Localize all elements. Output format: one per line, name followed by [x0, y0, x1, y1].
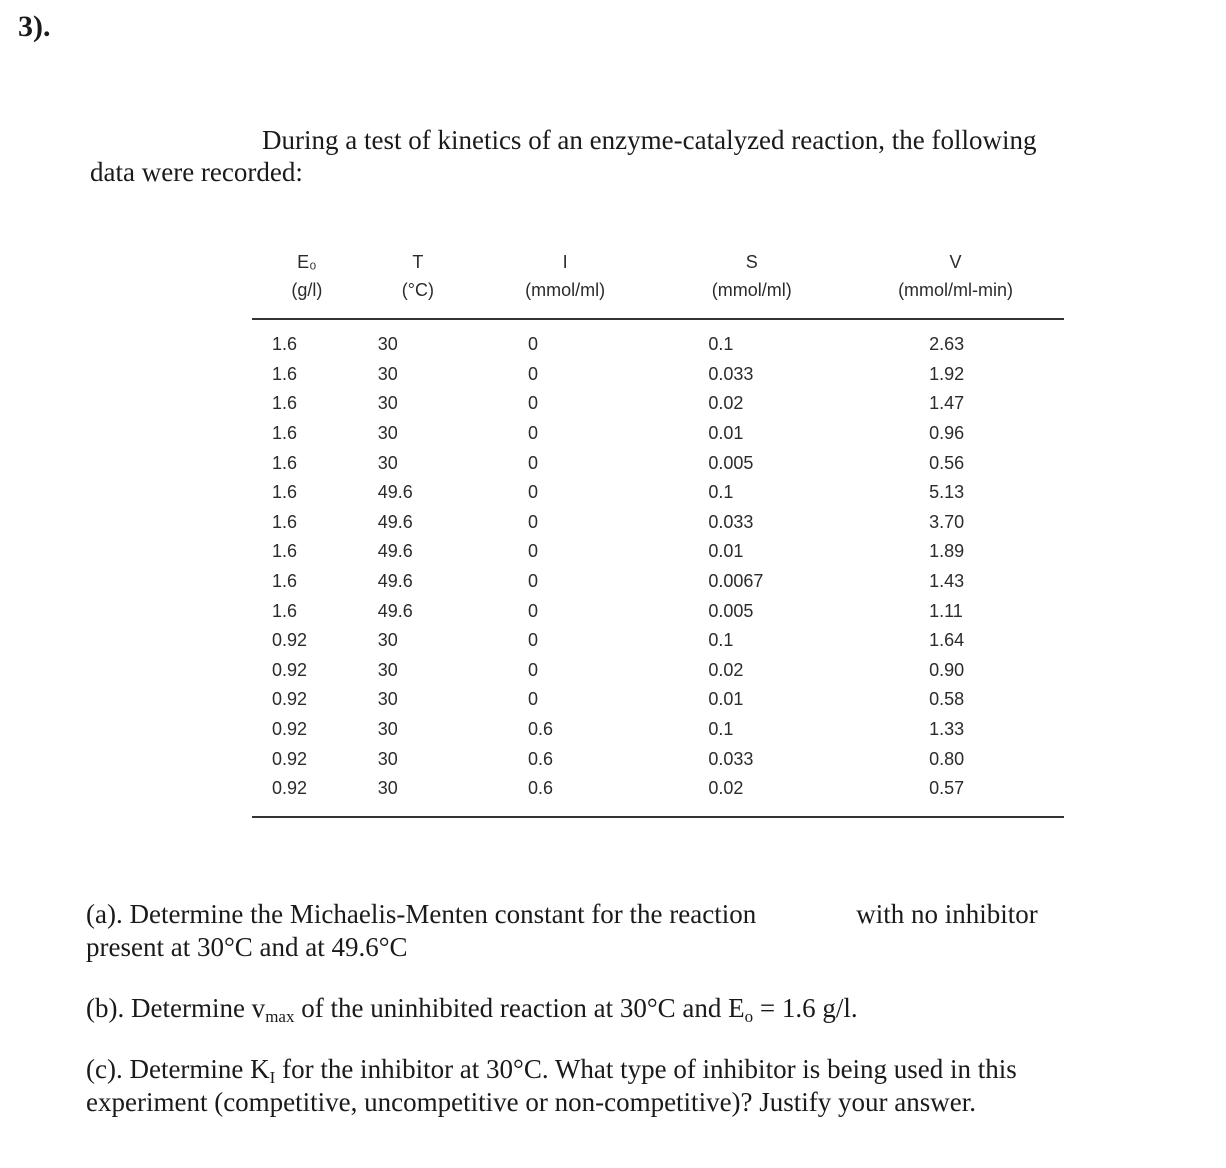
cell-i: 0	[527, 511, 538, 532]
cell-e0: 0.92	[272, 689, 308, 710]
question-c	[86, 1053, 1176, 1119]
header-s-symbol: S	[745, 252, 758, 272]
kinetics-data-table	[252, 248, 1064, 818]
question-b	[86, 992, 1176, 1025]
table-row	[252, 508, 1064, 538]
problem-number: 3).	[18, 10, 51, 43]
cell-i: 0	[527, 630, 538, 651]
cell-t: 30	[377, 719, 398, 740]
question-b-pre: (b). Determine v	[86, 993, 266, 1023]
question-c-line2: experiment (competitive, uncompetitive or non-competitive)? Justify your answer.	[86, 1087, 976, 1117]
table-row	[252, 448, 1064, 478]
cell-i: 0	[527, 571, 538, 592]
cell-t: 30	[377, 393, 398, 414]
cell-i: 0	[527, 363, 538, 384]
question-c-sub: I	[269, 1068, 276, 1087]
table-row	[252, 478, 1064, 508]
cell-s: 0.033	[708, 511, 754, 532]
cell-e0: 1.6	[272, 452, 298, 473]
table-row	[252, 567, 1064, 597]
cell-e0: 1.6	[272, 334, 298, 355]
cell-e0: 1.6	[272, 363, 298, 384]
cell-i: 0.6	[474, 774, 656, 817]
cell-t: 30	[377, 363, 398, 384]
cell-t: 49.6	[377, 511, 413, 532]
question-a-line2: present at 30°C and at 49.6°C	[86, 932, 408, 962]
cell-s: 0.02	[656, 774, 847, 817]
cell-v: 1.33	[929, 719, 965, 740]
cell-i: 0.6	[527, 719, 553, 740]
table-row	[252, 626, 1064, 656]
question-b-end: = 1.6 g/l.	[753, 993, 858, 1023]
question-c-pre: (c). Determine K	[86, 1054, 270, 1084]
question-b-sub: max	[265, 1007, 295, 1026]
question-a-part2: with no inhibitor	[856, 899, 1038, 929]
cell-v: 3.70	[929, 511, 965, 532]
intro-line-1: During a test of kinetics of an enzyme-catalyzed reaction, the following	[262, 125, 1037, 155]
table-row	[252, 537, 1064, 567]
cell-v: 1.89	[929, 541, 965, 562]
cell-s: 0.02	[708, 393, 744, 414]
cell-i: 0	[527, 659, 538, 680]
cell-t: 30	[362, 774, 474, 817]
header-t-symbol: T	[412, 252, 424, 272]
cell-e0: 0.92	[252, 774, 362, 817]
cell-i: 0	[527, 689, 538, 710]
header-t-unit: (°C)	[362, 276, 474, 319]
header-v-symbol: V	[949, 252, 962, 272]
table-row	[252, 685, 1064, 715]
table-row	[252, 596, 1064, 626]
cell-s: 0.01	[708, 689, 744, 710]
intro-paragraph	[90, 124, 1130, 188]
cell-t: 30	[377, 748, 398, 769]
cell-i: 0	[527, 452, 538, 473]
table-body	[252, 319, 1064, 817]
table-row	[252, 319, 1064, 360]
cell-v: 1.47	[929, 393, 965, 414]
cell-t: 30	[377, 423, 398, 444]
header-i-unit: (mmol/ml)	[474, 276, 656, 319]
cell-e0: 1.6	[272, 482, 298, 503]
cell-i: 0	[527, 334, 538, 355]
cell-s: 0.01	[708, 423, 744, 444]
cell-s: 0.005	[708, 452, 754, 473]
header-e0-unit: (g/l)	[252, 276, 362, 319]
cell-v: 1.43	[929, 571, 965, 592]
table-row	[252, 389, 1064, 419]
cell-v: 0.96	[929, 423, 965, 444]
cell-e0: 1.6	[272, 393, 298, 414]
question-b-sub2: o	[744, 1007, 754, 1026]
cell-e0: 1.6	[272, 541, 298, 562]
header-s-unit: (mmol/ml)	[656, 276, 847, 319]
cell-e0: 0.92	[272, 719, 308, 740]
cell-i: 0.6	[527, 748, 553, 769]
cell-s: 0.1	[708, 630, 734, 651]
cell-e0: 1.6	[272, 423, 298, 444]
cell-i: 0	[527, 600, 538, 621]
question-a-part1: (a). Determine the Michaelis-Menten constant for the reaction	[86, 899, 757, 929]
cell-v: 0.90	[929, 659, 965, 680]
cell-s: 0.033	[708, 748, 754, 769]
cell-t: 30	[377, 659, 398, 680]
cell-s: 0.005	[708, 600, 754, 621]
cell-t: 49.6	[377, 541, 413, 562]
cell-s: 0.0067	[708, 571, 764, 592]
cell-v: 0.58	[929, 689, 965, 710]
header-unit-row	[252, 276, 1064, 319]
cell-e0: 0.92	[272, 659, 308, 680]
cell-s: 0.02	[708, 659, 744, 680]
table-row	[252, 360, 1064, 390]
cell-e0: 0.92	[272, 630, 308, 651]
table-row	[252, 715, 1064, 745]
header-symbol-row	[252, 248, 1064, 276]
cell-v: 0.80	[929, 748, 965, 769]
table-row	[252, 656, 1064, 686]
question-c-post: for the inhibitor at 30°C. What type of inhibitor is being used in this	[275, 1054, 1017, 1084]
header-v-unit: (mmol/ml-min)	[847, 276, 1064, 319]
cell-t: 49.6	[377, 600, 413, 621]
cell-e0: 1.6	[272, 600, 298, 621]
question-a	[86, 898, 1176, 964]
cell-v: 1.64	[929, 630, 965, 651]
cell-i: 0	[527, 393, 538, 414]
cell-i: 0	[527, 423, 538, 444]
question-b-post: of the uninhibited reaction at 30°C and E	[294, 993, 745, 1023]
cell-t: 49.6	[377, 571, 413, 592]
header-e0-symbol: E₀	[297, 252, 317, 272]
table-row	[252, 419, 1064, 449]
cell-s: 0.01	[708, 541, 744, 562]
cell-s: 0.1	[708, 334, 734, 355]
cell-t: 30	[377, 452, 398, 473]
header-i-symbol: I	[562, 252, 568, 272]
cell-v: 2.63	[929, 334, 965, 355]
cell-i: 0	[527, 482, 538, 503]
questions	[86, 898, 1176, 1147]
cell-v: 0.57	[847, 774, 1064, 817]
cell-i: 0	[527, 541, 538, 562]
cell-v: 1.92	[929, 363, 965, 384]
cell-e0: 1.6	[272, 511, 298, 532]
cell-e0: 1.6	[272, 571, 298, 592]
cell-v: 0.56	[929, 452, 965, 473]
table-row	[252, 774, 1064, 817]
cell-s: 0.033	[708, 363, 754, 384]
cell-s: 0.1	[708, 719, 734, 740]
cell-t: 30	[377, 689, 398, 710]
intro-line-2: data were recorded:	[90, 157, 303, 187]
cell-s: 0.1	[708, 482, 734, 503]
cell-t: 30	[377, 630, 398, 651]
cell-t: 49.6	[377, 482, 413, 503]
cell-t: 30	[377, 334, 398, 355]
cell-e0: 0.92	[272, 748, 308, 769]
cell-v: 1.11	[929, 600, 963, 621]
cell-v: 5.13	[929, 482, 965, 503]
table-row	[252, 744, 1064, 774]
